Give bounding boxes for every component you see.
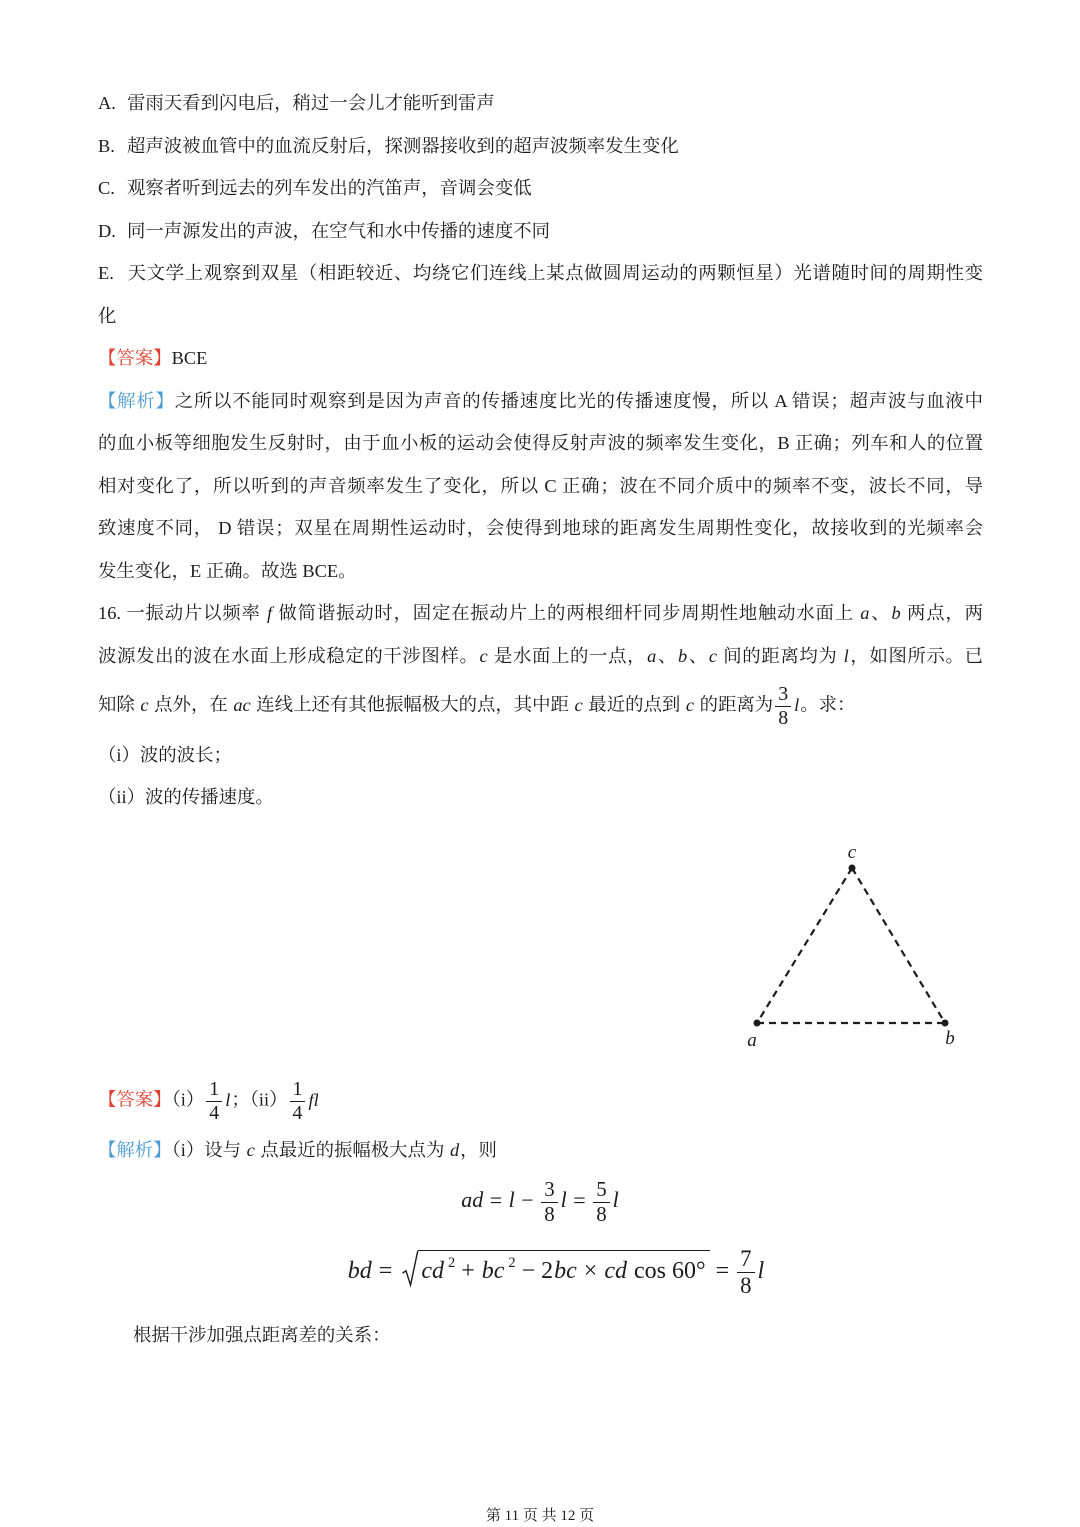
fraction-denominator: 8 [778, 706, 789, 729]
math-variable: c [574, 694, 583, 715]
fraction [541, 1179, 557, 1226]
math-variable: bd [347, 1257, 372, 1284]
superscript: 2 [447, 1255, 456, 1272]
fraction-numerator: 5 [593, 1179, 609, 1203]
math-variable: bc [481, 1257, 505, 1284]
text-run: 是水面上的一点， [488, 646, 647, 666]
option-label: A. [98, 93, 116, 113]
fraction-denominator: 4 [209, 1101, 220, 1124]
fraction-denominator: 8 [596, 1201, 607, 1226]
text-run: 知除 [98, 694, 140, 715]
text-run: − 2 [515, 1257, 554, 1284]
fraction [290, 1079, 306, 1124]
text-run: 点外，在 [149, 694, 233, 715]
math-variable: cd [421, 1257, 444, 1284]
equation-ad [0, 1179, 1080, 1226]
math-variable: l [757, 1257, 765, 1284]
option-label: C. [98, 178, 115, 198]
math-variable: a [860, 603, 870, 623]
fraction [775, 684, 791, 729]
radical-sign [401, 1250, 418, 1287]
fraction [737, 1247, 754, 1298]
option-c [98, 176, 983, 200]
point-c [849, 865, 856, 872]
math-variable: c [246, 1140, 255, 1160]
text-run: = [709, 1257, 736, 1284]
page-footer: 第 11 页 共 12 页 [485, 1508, 595, 1524]
math-variable: bc [554, 1257, 577, 1284]
text-run: 最近的点到 [583, 694, 685, 715]
text-run: 连线上还有其他振幅极大的点，其中距 [251, 694, 574, 715]
text-run: 16. 一振动片以频率 [98, 603, 267, 623]
text-run: 波源发出的波在水面上形成稳定的干涉图样。 [98, 646, 479, 666]
math-variable: l [560, 1187, 567, 1213]
equation-bd [32, 1247, 1080, 1298]
math-variable: cd [604, 1257, 627, 1284]
analysis-line-5: 发生变化，E 正确。故选 BCE。 [98, 561, 357, 581]
option-e [98, 261, 983, 285]
math-variable: a [647, 646, 657, 666]
math-variable: f [267, 603, 273, 623]
text-run: 做简谐振动时，固定在振动片上的两根细杆同步周期性地触动水面上 [273, 603, 860, 623]
math-variable: ac [233, 694, 251, 715]
option-label: D. [98, 221, 116, 241]
text-run: 、 [657, 646, 677, 666]
text-run: 间的距离均为 [718, 646, 843, 666]
math-variable: c [708, 646, 718, 666]
math-variable: l [843, 646, 849, 666]
text-run: × [577, 1257, 604, 1284]
option-b [98, 134, 983, 158]
option-e-continuation: 化 [98, 306, 117, 326]
analysis-tag: 【解析】 [98, 391, 175, 411]
sub-question-ii: （ii）波的传播速度。 [98, 787, 274, 807]
option-text: 天文学上观察到双星（相距较近、均绕它们连线上某点做圆周运动的两颗恒星）光谱随时间的周期性变 [127, 263, 983, 283]
math-variable: ad [461, 1187, 484, 1213]
option-text: 超声波被血管中的血流反射后，探测器接收到的超声波频率发生变化 [127, 136, 679, 156]
triangle-diagram [730, 840, 980, 1055]
option-text: 观察者听到远去的列车发出的汽笛声，音调会变低 [127, 178, 532, 198]
fraction-denominator: 4 [292, 1101, 303, 1124]
option-label: B. [98, 136, 115, 156]
sub-question-i: （i）波的波长； [98, 745, 232, 765]
text-run: ，则 [460, 1140, 497, 1160]
fraction-numerator: 1 [206, 1079, 222, 1102]
math-variable: c [140, 694, 149, 715]
answer-tag: 【答案】 [98, 1089, 172, 1110]
text-run: BCE [171, 348, 208, 368]
math-variable: b [891, 603, 901, 623]
math-variable: l [612, 1187, 619, 1213]
point-a [754, 1020, 761, 1027]
option-a [98, 91, 983, 115]
text-run: − [515, 1187, 540, 1213]
question16-stem-line-3 [98, 684, 983, 729]
analysis-line-4: 致速度不同， D 错误；双星在周期性运动时，会使得到地球的距离发生周期性变化，故接收到的光频率会 [98, 518, 983, 538]
math-variable: fl [308, 1089, 319, 1110]
text-run: （i） [171, 1089, 205, 1110]
option-text: 同一声源发出的声波，在空气和水中传播的速度不同 [127, 221, 550, 241]
math-variable: l [508, 1187, 515, 1213]
answer-line-q15 [98, 346, 983, 370]
text-run: （i）设与 [171, 1140, 246, 1160]
text-run: + [455, 1257, 481, 1284]
math-variable: d [449, 1140, 460, 1160]
side-ca [757, 868, 852, 1023]
analysis-text-q16: 根据干涉加强点距离差的关系： [133, 1325, 391, 1345]
option-d [98, 219, 983, 243]
square-root [401, 1250, 709, 1287]
point-b [942, 1020, 949, 1027]
text-run: ，如图所示。已 [849, 646, 983, 666]
fraction-numerator: 3 [541, 1179, 557, 1203]
math-variable: l [794, 694, 800, 715]
text-run: 之所以不能同时观察到是因为声音的传播速度比光的传播速度慢，所以 A 错误；超声波与血液中 [174, 391, 983, 411]
fraction [593, 1179, 609, 1226]
math-variable: c [685, 694, 695, 715]
analysis-line-2: 的血小板等细胞发生反射时，由于血小板的运动会使得反射声波的频率发生变化，B 正确；列车和人的位置 [98, 433, 983, 453]
fraction-denominator: 8 [544, 1201, 555, 1226]
analysis-tag: 【解析】 [98, 1140, 172, 1160]
math-variable: b [678, 646, 688, 666]
math-variable: c [479, 646, 488, 666]
question16-stem-line-2 [98, 644, 983, 668]
question16-stem-line-1 [98, 601, 983, 625]
fraction [206, 1079, 222, 1124]
analysis-line-1 [98, 389, 983, 413]
text-run: 点最近的振幅极大点为 [255, 1140, 449, 1160]
side-cb [852, 868, 945, 1023]
radicand [418, 1250, 709, 1287]
analysis-intro-q16 [98, 1138, 983, 1162]
fraction-numerator: 3 [775, 684, 791, 707]
text-run: 的距离为 [695, 694, 774, 715]
answer-tag: 【答案】 [98, 348, 172, 368]
text-run: ；（ii） [231, 1089, 288, 1110]
text-run: 。求： [800, 694, 856, 715]
superscript: 2 [508, 1255, 516, 1272]
label-c: c [847, 842, 857, 863]
text-run: = [372, 1257, 399, 1284]
fraction-numerator: 7 [737, 1247, 754, 1273]
text-run: 、 [688, 646, 708, 666]
fraction-numerator: 1 [290, 1079, 306, 1102]
math-variable: l [225, 1089, 231, 1110]
text-run: = [567, 1187, 592, 1213]
fraction-denominator: 8 [740, 1272, 752, 1298]
text-run: cos 60° [628, 1257, 706, 1284]
text-run: 两点，两 [901, 603, 983, 623]
analysis-line-3: 相对变化了，所以听到的声音频率发生了变化，所以 C 正确；波在不同介质中的频率不变，波长不同，导 [98, 476, 983, 496]
option-label: E. [98, 263, 114, 283]
label-b: b [945, 1028, 955, 1049]
label-a: a [747, 1030, 757, 1051]
text-run: = [484, 1187, 508, 1213]
text-run: 、 [870, 603, 891, 623]
answer-line-q16 [98, 1079, 983, 1124]
option-text: 雷雨天看到闪电后，稍过一会儿才能听到雷声 [127, 93, 495, 113]
